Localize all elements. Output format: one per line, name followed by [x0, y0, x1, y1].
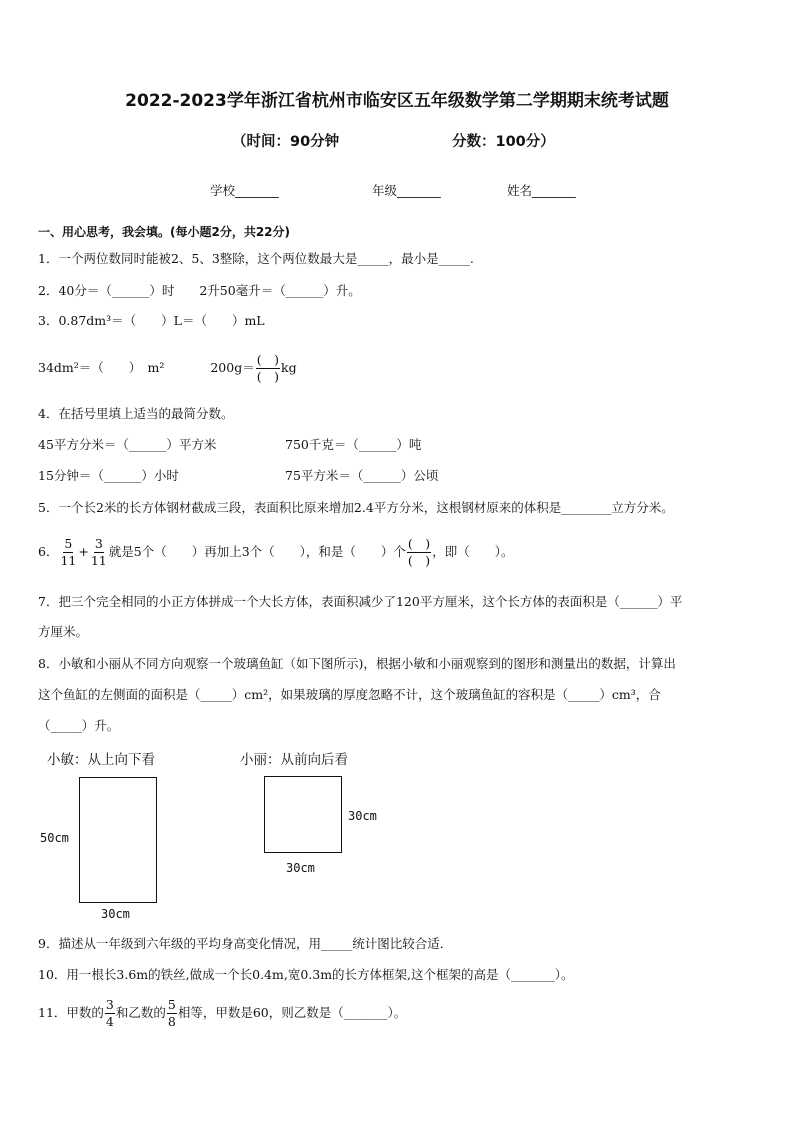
question-10: 10．用一根长3.6m的铁丝,做成一个长0.4m,宽0.3m的长方体框架,这个框架的高是（_______）。: [38, 967, 574, 982]
question-6: [38, 536, 513, 569]
fraction-5-8: $\frac{5}{8}$: [167, 997, 176, 1029]
exam-score: 分数：100分）: [452, 134, 555, 150]
section-heading: 一、用心思考，我会填。(每小题2分，共22分): [38, 225, 291, 239]
question-3-part-a: 34dm²＝（ ） m²: [38, 360, 165, 375]
fraction-3-4: $\frac{3}{4}$: [105, 997, 114, 1029]
question-6-suffix: ，即（ ）。: [432, 544, 514, 559]
fraction-blank: $\frac{( )}{( )}$: [407, 536, 431, 568]
question-8-line3: （_____）升。: [38, 718, 120, 733]
fraction-5-11: $\frac{5}{11}$: [60, 536, 77, 568]
figure-right-width-label: 30cm: [286, 861, 315, 875]
question-3-line2: [38, 352, 297, 385]
name-field: 姓名_______: [507, 183, 576, 198]
school-field: 学校_______: [210, 183, 279, 198]
question-7-line1: 7．把三个完全相同的小正方体拼成一个大长方体，表面积减少了120平方厘米，这个长方体的表面积是（______）平: [38, 594, 683, 609]
figure-right-height-label: 30cm: [348, 809, 377, 823]
figure-left-width-label: 30cm: [101, 907, 130, 921]
question-8-line1: 8．小敏和小丽从不同方向观察一个玻璃鱼缸（如下图所示)，根据小敏和小丽观察到的图形和测量出的数据，计算出: [38, 656, 676, 671]
figure-left-caption: 小敏：从上向下看: [47, 752, 155, 768]
figure-right-caption: 小丽：从前向后看: [240, 752, 348, 768]
question-4b: 750千克＝（______）吨: [285, 437, 422, 452]
question-11: [38, 997, 406, 1030]
exam-time: （时间：90分钟: [232, 134, 340, 150]
fraction-3-11: $\frac{3}{11}$: [90, 536, 107, 568]
question-8-line2: 这个鱼缸的左侧面的面积是（_____）cm²，如果玻璃的厚度忽略不计，这个玻璃鱼缸的容积是（_____）cm³，合: [38, 687, 661, 702]
question-3-line1: 3．0.87dm³＝（ ）L＝（ ）mL: [38, 313, 265, 328]
question-9: 9．描述从一年级到六年级的平均身高变化情况，用_____统计图比较合适．: [38, 936, 453, 951]
question-4d: 75平方米＝（______）公顷: [285, 468, 439, 483]
page-title: 2022-2023学年浙江省杭州市临安区五年级数学第二学期期末统考试题: [125, 91, 669, 111]
question-11-mid: 和乙数的: [115, 1005, 166, 1020]
plus-sign: +: [78, 544, 89, 559]
fraction-blank: $\frac{( )}{( )}$: [256, 352, 279, 384]
question-11-suffix: 相等，甲数是60，则乙数是（_______）。: [177, 1005, 407, 1020]
top-view-rectangle: [79, 777, 157, 903]
question-6-prefix: 6．: [38, 544, 59, 559]
question-7-line2: 方厘米。: [38, 624, 89, 639]
question-4c: 15分钟＝（______）小时: [38, 468, 179, 483]
figure-left-height-label: 50cm: [40, 831, 69, 845]
question-3-part-b-suffix: kg: [281, 360, 297, 375]
question-4a: 45平方分米＝（______）平方米: [38, 437, 217, 452]
question-5: 5．一个长2米的长方体钢材截成三段，表面积比原来增加2.4平方分米，这根钢材原来的体积是________立方分米。: [38, 500, 674, 515]
question-2: 2．40分＝（______）时 2升50毫升＝（______）升。: [38, 283, 361, 298]
question-11-prefix: 11．甲数的: [38, 1005, 104, 1020]
question-1: 1．一个两位数同时能被2、5、3整除，这个两位数最大是_____，最小是_____.: [38, 251, 474, 266]
question-3-part-b-prefix: 200g＝: [210, 360, 255, 375]
front-view-rectangle: [264, 776, 342, 853]
question-6-mid: 就是5个（ ）再加上3个（ ），和是（ ）个: [108, 544, 406, 559]
grade-field: 年级_______: [372, 183, 441, 198]
question-4-stem: 4．在括号里填上适当的最简分数。: [38, 406, 234, 421]
